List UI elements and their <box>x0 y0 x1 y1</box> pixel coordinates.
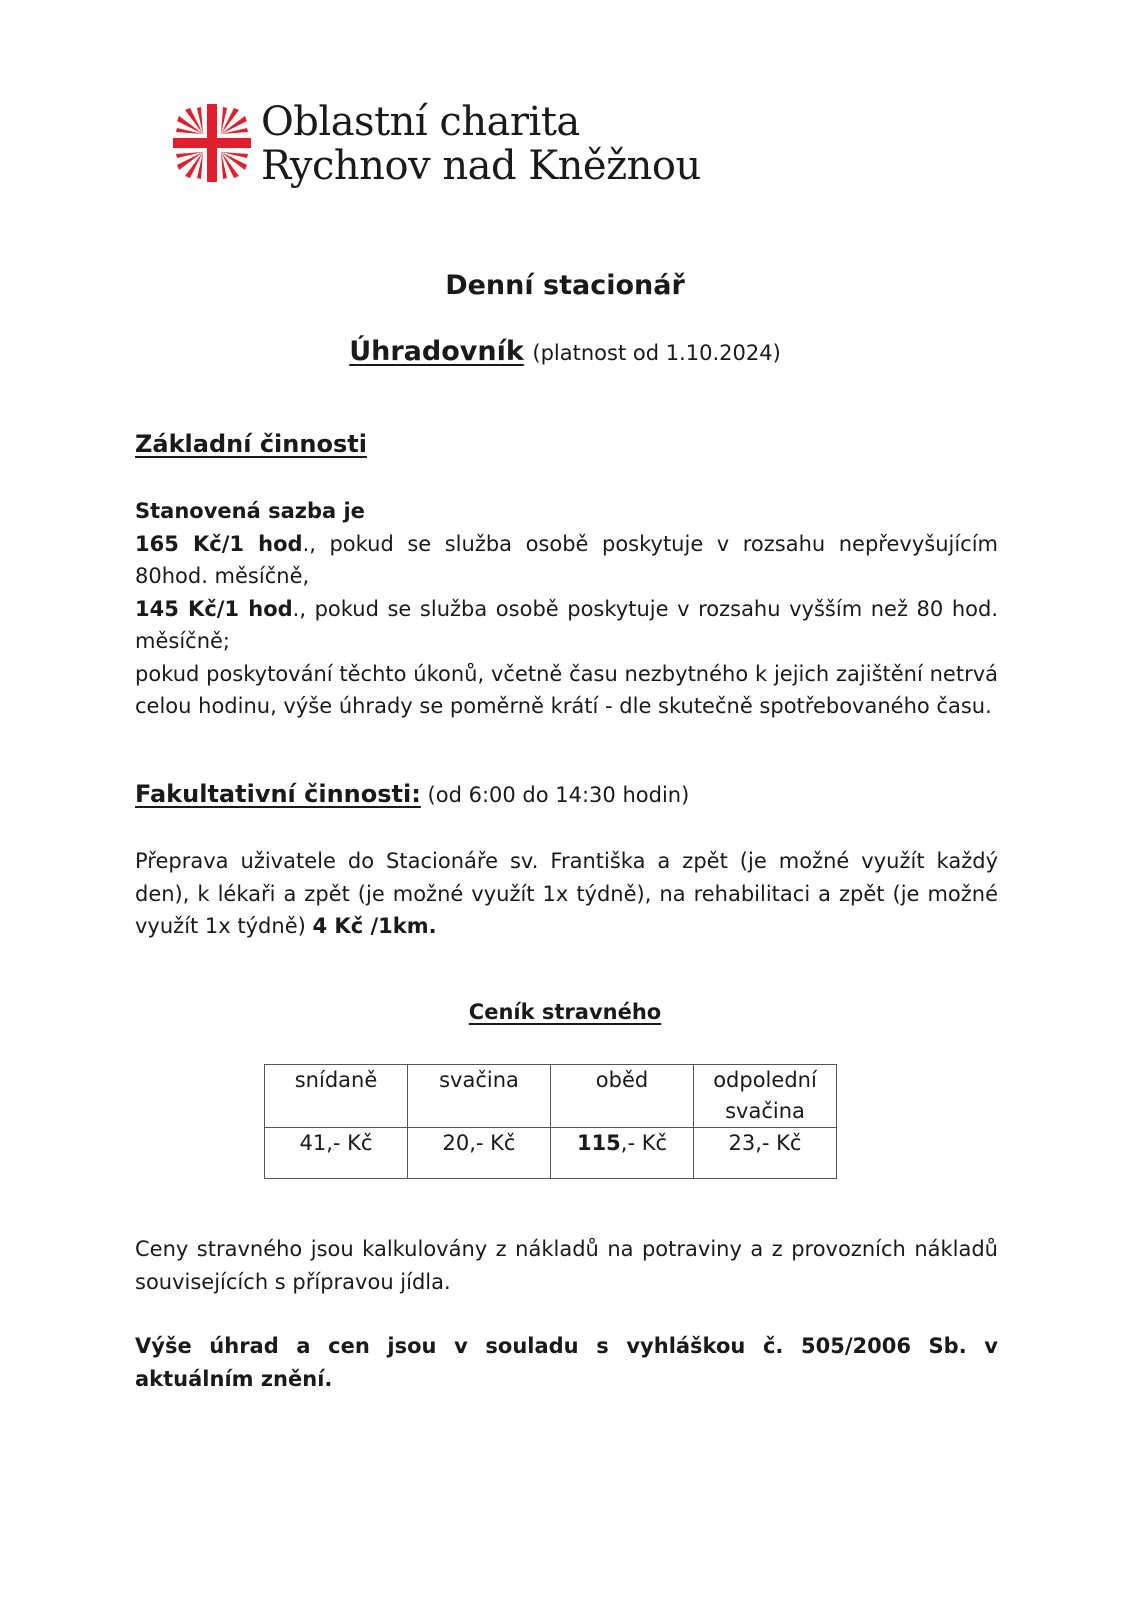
document-subtitle <box>0 336 1130 367</box>
table-cell <box>694 1128 837 1179</box>
table-header-cell: svačina <box>408 1065 551 1128</box>
table-cell <box>265 1128 408 1179</box>
organization-name-line2: Rychnov nad Kněžnou <box>261 143 701 189</box>
subtitle-label: Úhradovník <box>349 336 524 367</box>
rate-intro: Stanovená sazba je <box>135 499 365 523</box>
basic-heading-text: Základní činnosti <box>135 430 367 458</box>
organization-name <box>261 100 781 188</box>
basic-section-heading <box>135 428 998 462</box>
price-text: 20,- Kč <box>442 1131 516 1155</box>
rate-note: pokud poskytování těchto úkonů, včetně času nezbytného k jejich zajištění netrvá celou hodinu, výše úhrady se poměrně krátí - dle skutečně spotřebovaného času. <box>135 661 998 718</box>
meal-price-title: Ceník stravného <box>468 1000 662 1024</box>
table-cell <box>551 1128 694 1179</box>
optional-hours: (od 6:00 do 14:30 hodin) <box>427 783 690 807</box>
optional-heading-text: Fakultativní činnosti: <box>135 780 421 808</box>
transport-price: 4 Kč /1km. <box>312 914 437 938</box>
price-text: 23,- Kč <box>728 1131 802 1155</box>
meal-price-table <box>264 1064 837 1179</box>
rate-1-text: ., pokud se služba osobě poskytuje v rozsahu nepřevyšujícím 80hod. měsíčně, <box>135 531 999 588</box>
table-row <box>265 1128 837 1179</box>
transport-paragraph <box>135 845 998 943</box>
caritas-cross-icon <box>173 104 251 182</box>
optional-section-heading <box>135 778 998 812</box>
legal-note: Výše úhrad a cen jsou v souladu s vyhláškou č. 505/2006 Sb. v aktuálním znění. <box>135 1334 998 1391</box>
table-header-cell: snídaně <box>265 1065 408 1128</box>
rate-2-text: ., pokud se služba osobě poskytuje v rozsahu vyšším než 80 hod. měsíčně; <box>135 596 998 653</box>
rate-1 <box>135 528 998 593</box>
rate-1-amount: 165 Kč/1 hod <box>135 531 303 556</box>
price-bold: 115 <box>576 1131 621 1155</box>
price-text: ,- Kč <box>620 1131 668 1155</box>
table-header-cell: oběd <box>551 1065 694 1128</box>
document-title: Denní stacionář <box>445 270 685 301</box>
table-header-cell: odpolední svačina <box>694 1065 837 1128</box>
meal-cost-note: Ceny stravného jsou kalkulovány z nákladů na potraviny a z provozních nákladů souvisejících s přípravou jídla. <box>135 1237 998 1294</box>
table-cell <box>408 1128 551 1179</box>
validity-note: (platnost od 1.10.2024) <box>532 341 781 365</box>
rate-2 <box>135 593 998 658</box>
table-header-row <box>265 1065 837 1128</box>
rates-paragraph <box>135 495 998 723</box>
price-text: 41,- Kč <box>299 1131 373 1155</box>
rate-2-amount: 145 Kč/1 hod <box>135 596 293 621</box>
transport-text: Přeprava uživatele do Stacionáře sv. Františka a zpět (je možné využít každý den), k lékaři a zpět (je možné využít 1x týdně), na rehabilitaci a zpět (je možné využít 1x týdně) <box>135 849 998 938</box>
organization-name-line1: Oblastní charita <box>261 99 580 145</box>
